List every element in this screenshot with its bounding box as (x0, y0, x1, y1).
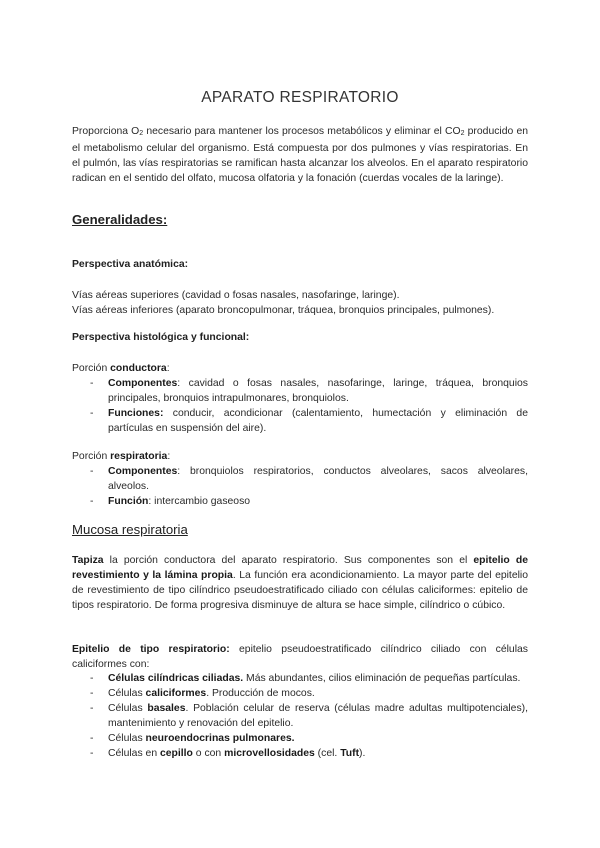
list-item: - Células neuroendocrinas pulmonares. (90, 733, 295, 744)
list-item: - Componentes: cavidad o fosas nasales, nasofaringe, laringe, tráquea, bronquios principales, bronquios intrapulmonares, bronquiolos. (90, 378, 528, 404)
dash-bullet: - (90, 408, 94, 419)
dash-bullet: - (90, 378, 94, 389)
respiratoria-list (72, 464, 528, 509)
list-item: - Funciones: conducir, acondicionar (calentamiento, humectación y eliminación de partículas en suspensión del aire). (90, 408, 528, 434)
list-item: - Componentes: bronquiolos respiratorios, conductos alveolares, sacos alveolares, alveolos. (90, 466, 528, 492)
dash-bullet: - (90, 673, 94, 684)
dash-bullet: - (90, 733, 94, 744)
dash-bullet: - (90, 466, 94, 477)
page-title: APARATO RESPIRATORIO (201, 89, 399, 106)
porcion-respiratoria-label: Porción respiratoria: (72, 451, 171, 462)
dash-bullet: - (90, 496, 94, 507)
porcion-conductora-label: Porción conductora: (72, 363, 170, 374)
heading-mucosa: Mucosa respiratoria (72, 522, 188, 537)
conductora-list (72, 376, 528, 436)
intro-paragraph: Proporciona $O_2$ necesario para mantener los procesos metabólicos y eliminar el $CO_2$ producido en el metabolismo celular del organismo. Está compuesta por dos pulmones y vías respiratorias. En el pulmón, las vías respiratorias se ramifican hasta alcanzar los alveolos. En el aparato respiratorio radican en el sentido del olfato, mucosa olfatoria y la fonación (cuerdas vocales de la laringe). (72, 126, 529, 184)
cell-types-list (72, 671, 528, 761)
list-item: - Células en cepillo o con microvellosidades (cel. Tuft). (90, 748, 366, 759)
heading-generalidades: Generalidades: (72, 212, 168, 227)
dash-bullet: - (90, 748, 94, 759)
epitelio-paragraph: Epitelio de tipo respiratorio: epitelio pseudoestratificado cilíndrico ciliado con células caliciformes con: (72, 644, 528, 670)
list-item: - Función: intercambio gaseoso (90, 496, 251, 507)
mucosa-paragraph: Tapiza la porción conductora del aparato respiratorio. Sus componentes son el epitelio de revestimiento y la lámina propia. La función era acondicionamiento. La mayor parte del epitelio de revestimiento de tipo cilíndrico pseudoestratificado ciliado con células caliciformes: epitelio de tipos respiratorio. De forma progresiva disminuye de altura se hace simple, cilíndrico o cúbico. (72, 555, 528, 611)
anatomica-line-2: Vías aéreas inferiores (aparato broncopulmonar, tráquea, bronquios principales, pulmones). (72, 305, 495, 316)
subheading-histologica: Perspectiva histológica y funcional: (72, 332, 250, 343)
list-item: - Células basales. Población celular de reserva (células madre adultas multipotenciales), mantenimiento y renovación del epitelio. (90, 703, 529, 729)
dash-bullet: - (90, 703, 94, 714)
list-item: - Células caliciformes. Producción de mocos. (90, 688, 315, 699)
dash-bullet: - (90, 688, 94, 699)
anatomica-line-1: Vías aéreas superiores (cavidad o fosas nasales, nasofaringe, laringe). (72, 290, 400, 301)
subheading-anatomica: Perspectiva anatómica: (72, 259, 189, 270)
list-item: - Células cilíndricas ciliadas. Más abundantes, cilios eliminación de pequeñas partículas. (90, 673, 521, 684)
